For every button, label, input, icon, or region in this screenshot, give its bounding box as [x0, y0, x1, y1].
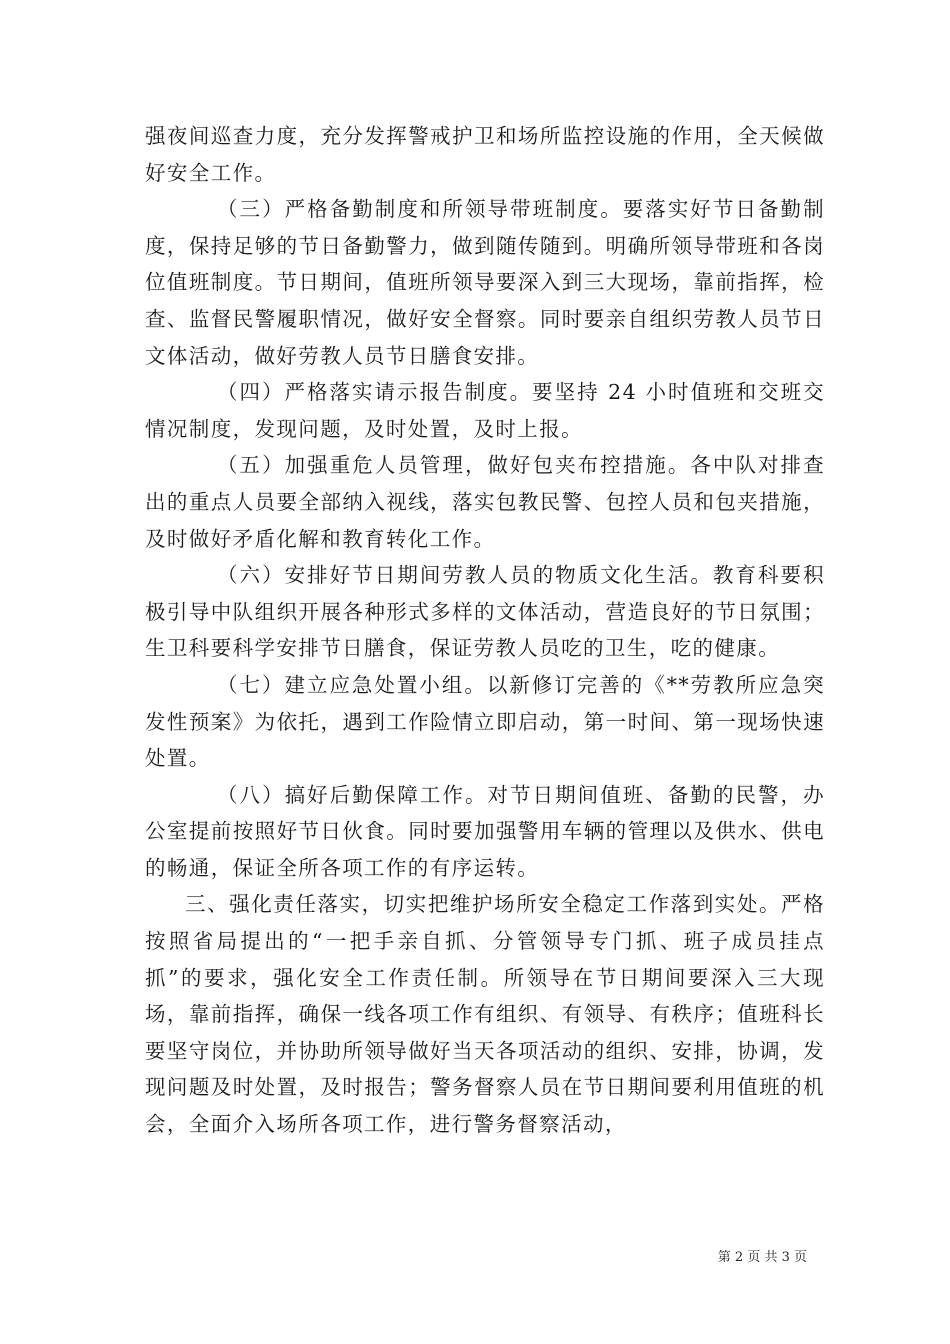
paragraph-6: （七）建立应急处置小组。以新修订完善的《**劳教所应急突发性预案》为依托，遇到工作险情立即启动，第一时间、第一现场快速处置。 [145, 672, 825, 771]
paragraph-8: 三、强化责任落实，切实把维护场所安全稳定工作落到实处。严格按照省局提出的“一把手亲自抓、分管领导专门抓、班子成员挂点抓”的要求，强化安全工作责任制。所领导在节日期间要深入三大现场，靠前指挥，确保一线各项工作有组织、有领导、有秩序；值班科长要坚守岗位，并协助所领导做好当天各项活动的组织、安排，协调，发现问题及时处置，及时报告；警务督察人员在节日期间要利用值班的机会，全面介入场所各项工作，进行警务督察活动， [145, 892, 825, 1137]
document-body [145, 118, 825, 1143]
page-number-footer: 第 2 页 共 3 页 [717, 1250, 807, 1265]
paragraph-1: 强夜间巡查力度，充分发挥警戒护卫和场所监控设施的作用，全天候做好安全工作。 [145, 124, 825, 185]
paragraph-2: （三）严格备勤制度和所领导带班制度。要落实好节日备勤制度，保持足够的节日备勤警力，做到随传随到。明确所领导带班和各岗位值班制度。节日期间，值班所领导要深入到三大现场，靠前指挥，检查、监督民警履职情况，做好安全督察。同时要亲自组织劳教人员节日文体活动，做好劳教人员节日膳食安排。 [145, 197, 825, 368]
paragraph-5: （六）安排好节日期间劳教人员的物质文化生活。教育科要积极引导中队组织开展各种形式多样的文体活动，营造良好的节日氛围；生卫科要科学安排节日膳食，保证劳教人员吃的卫生，吃的健康。 [145, 563, 825, 661]
paragraph-7: （八）搞好后勤保障工作。对节日期间值班、备勤的民警，办公室提前按照好节日伙食。同时要加强警用车辆的管理以及供水、供电的畅通，保证全所各项工作的有序运转。 [145, 782, 825, 880]
paragraph-4: （五）加强重危人员管理，做好包夹布控措施。各中队对排查出的重点人员要全部纳入视线，落实包教民警、包控人员和包夹措施，及时做好矛盾化解和教育转化工作。 [145, 453, 825, 551]
paragraph-3: （四）严格落实请示报告制度。要坚持 24 小时值班和交班交情况制度，发现问题，及时处置，及时上报。 [145, 380, 825, 441]
